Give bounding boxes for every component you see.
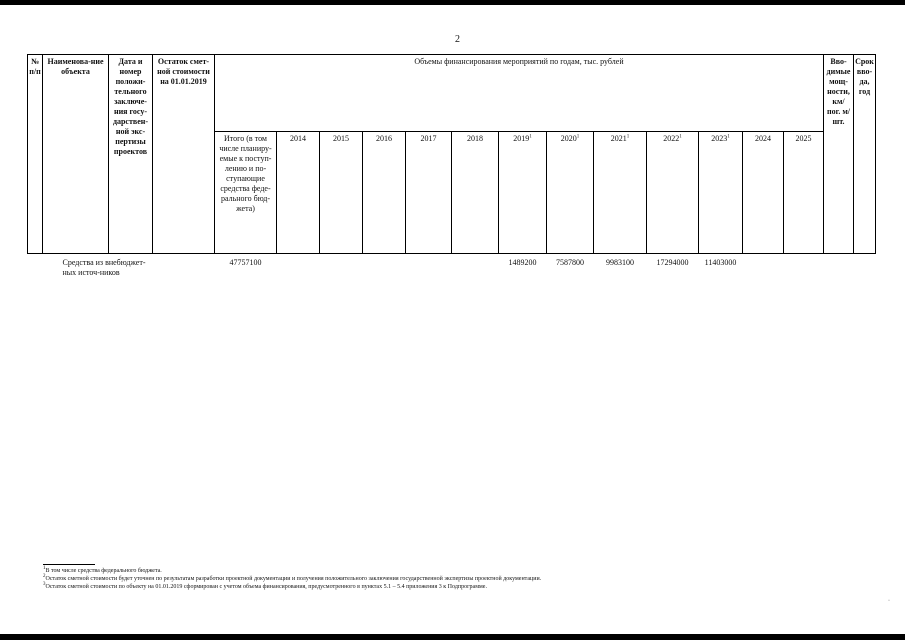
row-name: Средства из внебюджет-ных источ-ников [62,258,146,277]
header-num: № п/п [28,55,43,254]
footnote-mark: 1 [679,134,682,140]
row-num-cell [28,254,43,301]
header-financing: Объемы финансирования мероприятий по годам, тыс. рублей [215,55,824,132]
header-year-label: 2022 [663,134,680,143]
header-year [784,132,824,254]
footnote-mark: 3 [43,582,46,587]
footnote [43,567,843,575]
header-year-label: 2015 [333,134,349,143]
row-value [406,254,452,301]
footnote-mark: 1 [626,134,630,140]
financing-table [27,54,876,300]
header-year-label: 2021 [610,134,627,143]
header-year-label: 2023 [711,134,728,143]
header-year [452,132,499,254]
row-value [363,254,406,301]
row-value: 17294000 [656,258,689,267]
header-year-label: 2016 [376,134,392,143]
row-value: 9983100 [606,258,634,267]
scan-speck: · [888,598,890,604]
header-year [699,132,743,254]
header-year [320,132,363,254]
header-date: Дата и номер положи-тельного заключе-ния госу-дарствен-ной экс-пертизы проектов [109,55,153,254]
footnote [43,583,843,591]
page-number: 2 [455,34,460,45]
header-year-label: 2018 [467,134,483,143]
footnote-mark: 1 [529,134,532,140]
row-value [320,254,363,301]
header-year-label: 2020 [560,134,577,143]
header-total: Итого (в том числе планиру-емые к поступ-лению и по-ступающие средства феде-рального бюд-жета) [215,132,277,254]
header-year-label: 2017 [420,134,437,143]
header-year-label: 2024 [755,134,771,143]
footnote-text: Остаток сметной стоимости будет уточнен по результатам разработки проектной документации и получения положительного заключения государственной экспертизы проектной документации. [45,576,542,582]
scan-border-bottom [0,634,905,640]
scan-border-top [0,0,905,5]
header-year [277,132,320,254]
header-year [499,132,547,254]
footnotes [43,567,843,591]
header-remainder: Остаток смет-ной стоимости на 01.01.2019 [153,55,215,254]
row-value: 7587800 [556,258,584,267]
footnote-mark: 1 [43,566,46,571]
header-capacity: Вво-димые мощ-ности, км/ пог. м/шт. [824,55,854,254]
header-year [647,132,699,254]
footnote-text: В том числе средства федерального бюджета. [45,568,162,574]
row-remainder-cell [153,254,215,301]
row-capacity-cell [824,254,854,301]
footnote-mark: 2 [43,574,46,579]
row-value [784,254,824,301]
footnote-text: Остаток сметной стоимости по объекту на 01.01.2019 сформирован с учетом объема финансирования, предусмотренного в пунктах 5.1 – 5.4 приложения 3 к Подпрограмме. [45,584,487,590]
header-year-label: 2014 [290,134,306,143]
footnote [43,575,843,583]
header-year-label: 2025 [795,134,812,143]
row-value [743,254,784,301]
header-year-label: 2019 [513,134,530,143]
header-year [406,132,452,254]
row-value [277,254,320,301]
header-year [363,132,406,254]
row-total: 47757100 [229,258,262,267]
header-name: Наименова-ние объекта [43,55,109,254]
row-value [452,254,499,301]
header-year [594,132,647,254]
footnote-mark: 1 [576,134,580,140]
row-term-cell [854,254,876,301]
footnote-divider [43,564,95,565]
row-value: 11403000 [704,258,737,267]
footnote-mark: 1 [727,134,730,140]
row-value: 1489200 [508,258,537,267]
header-term: Срок вво-да, год [854,55,876,254]
header-year [547,132,594,254]
header-year [743,132,784,254]
